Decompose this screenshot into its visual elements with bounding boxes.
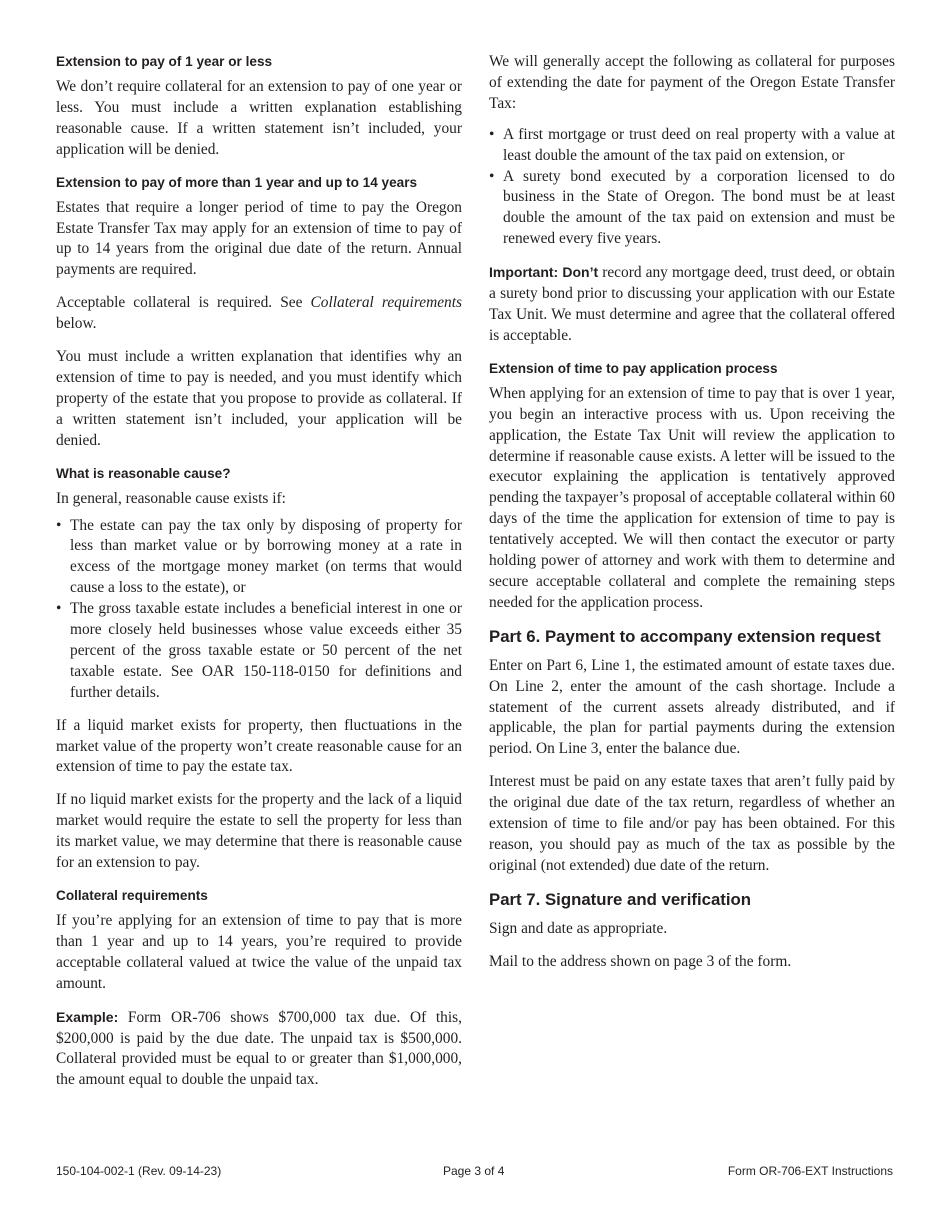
paragraph: If you’re applying for an extension of time to pay that is more than 1 year and up to 14 years, you’re required to provide acceptable collateral valued at twice the value of the unpaid tax amount.	[56, 912, 462, 992]
paragraph: We don’t require collateral for an extension to pay of one year or less. You must include a written explanation establishing reasonable cause. If a written statement isn’t included, your application will be denied.	[56, 78, 462, 158]
list-item: • A surety bond executed by a corporation licensed to do business in the State of Oregon. The bond must be at least double the amount of the tax paid on extension and must be renewed every five years.	[489, 167, 895, 251]
paragraph	[56, 293, 462, 335]
important-label: Important: Don’t	[489, 264, 599, 281]
heading-part-6: Part 6. Payment to accompany extension request	[489, 626, 881, 646]
right-column	[489, 52, 895, 985]
collateral-reference: Collateral requirements	[310, 294, 462, 312]
reasonable-cause-list	[56, 516, 462, 704]
paragraph: We will generally accept the following as collateral for purposes of extending the date for payment of the Oregon Estate Transfer Tax:	[489, 53, 895, 112]
important-paragraph	[489, 262, 895, 347]
example-label: Example:	[56, 1008, 119, 1025]
heading-extension-1-year: Extension to pay of 1 year or less	[56, 54, 273, 69]
paragraph: Enter on Part 6, Line 1, the estimated amount of estate taxes due. On Line 2, enter the amount of the cash shortage. Include a statement of the current assets already distributed, and if applicable, the plan for partial payments during the extension period. On Line 3, enter the balance due.	[489, 656, 895, 758]
paragraph: When applying for an extension of time to pay that is over 1 year, you begin an interactive process with us. Upon receiving the application, the Estate Tax Unit will review the application to determine if reasonable cause exists. A letter will be issued to the executor explaining the application is tentatively approved pending the taxpayer’s proposal of acceptable collateral within 60 days of the time the application for extension of time to pay is tentatively accepted. We will then contact the executor or party holding power of attorney and work with them to determine and secure acceptable collateral and complete the remaining steps needed for the application process.	[489, 384, 895, 611]
heading-extension-14-years: Extension to pay of more than 1 year and up to 14 years	[56, 174, 418, 190]
collateral-list	[489, 125, 895, 250]
list-item: • The gross taxable estate includes a beneficial interest in one or more closely held businesses whose value exceeds either 35 percent of the gross taxable estate or 50 percent of the net taxable estate. See OAR 150-118-0150 for definitions and further details.	[56, 599, 462, 704]
list-item: • A first mortgage or trust deed on real property with a value at least double the amount of the tax paid on extension, or	[489, 125, 895, 167]
paragraph: If no liquid market exists for the property and the lack of a liquid market would require the estate to sell the property for less than its market value, we may determine that there is reasonable cause for an extension to pay.	[56, 791, 462, 872]
paragraph: Interest must be paid on any estate taxes that aren’t fully paid by the original due date of the tax return, regardless of whether an extension of time to file and/or pay has been obtained. For this reason, you should pay as much of the tax as possible by the original (not extended) due date of the return.	[489, 773, 895, 874]
example-paragraph	[56, 1007, 462, 1092]
heading-reasonable-cause: What is reasonable cause?	[56, 465, 231, 481]
footer-form-title: Form OR-706-EXT Instructions	[727, 1164, 893, 1178]
text: Acceptable collateral is required. See	[56, 294, 311, 312]
text: record any mortgage deed, trust deed, or obtain a surety bond prior to discussing your application with our Estate Tax Unit. We must determine and agree that the collateral offered is acceptable.	[489, 264, 895, 344]
paragraph: You must include a written explanation that identifies why an extension of time to pay is needed, and you must identify which property of the estate that you propose to provide as collateral. If a written statement isn’t included, your application will be denied.	[56, 348, 462, 449]
paragraph: If a liquid market exists for property, then fluctuations in the market value of the property won’t create reasonable cause for an extension of time to pay the estate tax.	[56, 716, 462, 776]
heading-collateral-requirements: Collateral requirements	[56, 888, 208, 903]
paragraph: Mail to the address shown on page 3 of the form.	[489, 952, 792, 970]
paragraph: Estates that require a longer period of time to pay the Oregon Estate Transfer Tax may apply for an extension of time to pay of up to 14 years from the original due date of the return. Annual payments are required.	[56, 198, 462, 279]
paragraph: Sign and date as appropriate.	[489, 919, 668, 937]
text: Form OR-706 shows $700,000 tax due. Of this, $200,000 is paid by the due date. The unpaid tax is $500,000. Collateral provided must be equal to or greater than $1,000,000, the amount equal to double the unpaid tax.	[56, 1008, 462, 1089]
paragraph: In general, reasonable cause exists if:	[56, 489, 286, 507]
list-item: • The estate can pay the tax only by disposing of property for less than market value or by borrowing money at a rate in excess of the mortgage money market (on terms that would cause a loss to the estate), or	[56, 516, 462, 600]
heading-part-7: Part 7. Signature and verification	[489, 889, 752, 909]
footer-page-number: Page 3 of 4	[443, 1164, 505, 1178]
footer-form-number: 150-104-002-1 (Rev. 09-14-23)	[56, 1164, 222, 1178]
heading-application-process: Extension of time to pay application process	[489, 360, 778, 376]
left-column	[56, 52, 462, 1103]
text: below.	[56, 315, 97, 333]
